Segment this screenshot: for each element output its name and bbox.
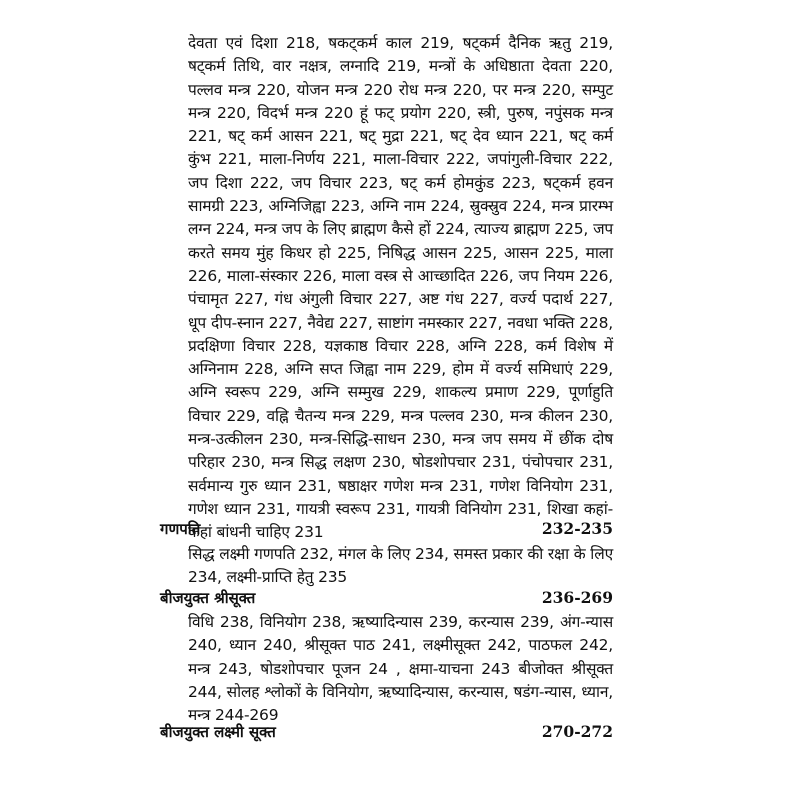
section-page-range: 270-272 (541, 722, 613, 741)
index-continuation-text: देवता एवं दिशा 218, षकट्कर्म काल 219, षट्कर्म दैनिक ऋतु 219, षट्कर्म तिथि, वार नक्षत्र, लग्नादि 219, मन्त्रों के अधिष्ठाता देवता 220, पल्लव मन्त्र 220, योजन मन्त्र 220 रोध मन्त्र 220, पर मन्त्र 220, सम्पुट मन्त्र 220, विदर्भ मन्त्र 220 हूं फट् प्रयोग 220, स्त्री, पुरुष, नपुंसक मन्त्र 221, षट् कर्म आसन 221, षट् मुद्रा 221, षट् देव ध्यान 221, षट् कर्म कुंभ 221, माला-निर्णय 221, माला-विचार 222, जपांगुली-विचार 222, जप दिशा 222, जप विचार 223, षट् कर्म होमकुंड 223, षट्कर्म हवन सामग्री 223, अग्निजिह्वा 223, अग्नि नाम 224, स्रुक्स्रुव 224, मन्त्र प्रारम्भ लग्न 224, मन्त्र जप के लिए ब्राह्मण कैसे हों 224, त्याज्य ब्राह्मण 225, जप करते समय मुंह किधर हो 225, निषिद्ध आसन 225, आसन 225, माला 226, माला-संस्कार 226, माला वस्त्र से आच्छादित 226, जप नियम 226, पंचामृत 227, गंध अंगुली विचार 227, अष्ट गंध 227, वर्ज्य पदार्थ 227, धूप दीप-स्नान 227, नैवेद्य 227, साष्टांग नमस्कार 227, नवधा भक्ति 228, प्रदक्षिणा विचार 228, यज्ञकाष्ठ विचार 228, अग्नि 228, कर्म विशेष में अग्निनाम 228, अग्नि सप्त जिह्वा नाम 229, होम में वर्ज्य समिधाएं 229, अग्नि स्वरूप 229, अग्नि सम्मुख 229, शाकल्य प्रमाण 229, पूर्णाहुति विचार 229, वह्नि चैतन्य मन्त्र 229, मन्त्र पल्लव 230, मन्त्र कीलन 230, मन्त्र-उत्कीलन 230, मन्त्र-सिद्धि-साधन 230, मन्त्र जप समय में छींक दोष परिहार 230, मन्त्र सिद्ध लक्षण 230, षोडशोपचार 231, पंचोपचार 231, सर्वमान्य गुरु ध्यान 231, षष्ठाक्षर गणेश मन्त्र 231, गणेश विनियोग 231, गणेश ध्यान 231, गायत्री स्वरूप 231, गायत्री विनियोग 231, शिखा कहां-कहां बांधनी चाहिए 231 (188, 34, 613, 542)
section-entries-shrisukta: विधि 238, विनियोग 238, ऋष्यादिन्यास 239, करन्यास 239, अंग-न्यास 240, ध्यान 240, श्रीसूक्त पाठ 241, लक्ष्मीसूक्त 242, पाठफल 242, मन्त्र 243, षोडशोपचार पूजन 24 , क्षमा-याचना 243 बीजोक्त श्रीसूक्त 244, सोलह श्लोकों के विनियोग, ऋष्यादिन्यास, करन्यास, षडंग-न्यास, ध्यान, मन्त्र 244-269 (188, 613, 613, 725)
section-heading-shrisukta (160, 588, 613, 612)
section-heading-ganapati (160, 519, 613, 543)
section-entries-ganapati: सिद्ध लक्ष्मी गणपति 232, मंगल के लिए 234, समस्त प्रकार की रक्षा के लिए 234, लक्ष्मी-प्राप्ति हेतु 235 (188, 545, 613, 587)
section-page-range: 236-269 (541, 588, 613, 607)
section-title: बीजयुक्त श्रीसूक्त (160, 589, 256, 607)
section-page-range: 232-235 (541, 519, 613, 538)
section-title: बीजयुक्त लक्ष्मी सूक्त (160, 723, 276, 741)
section-title: गणपति (160, 520, 201, 538)
section-heading-lakshmi-sukta (160, 722, 613, 746)
